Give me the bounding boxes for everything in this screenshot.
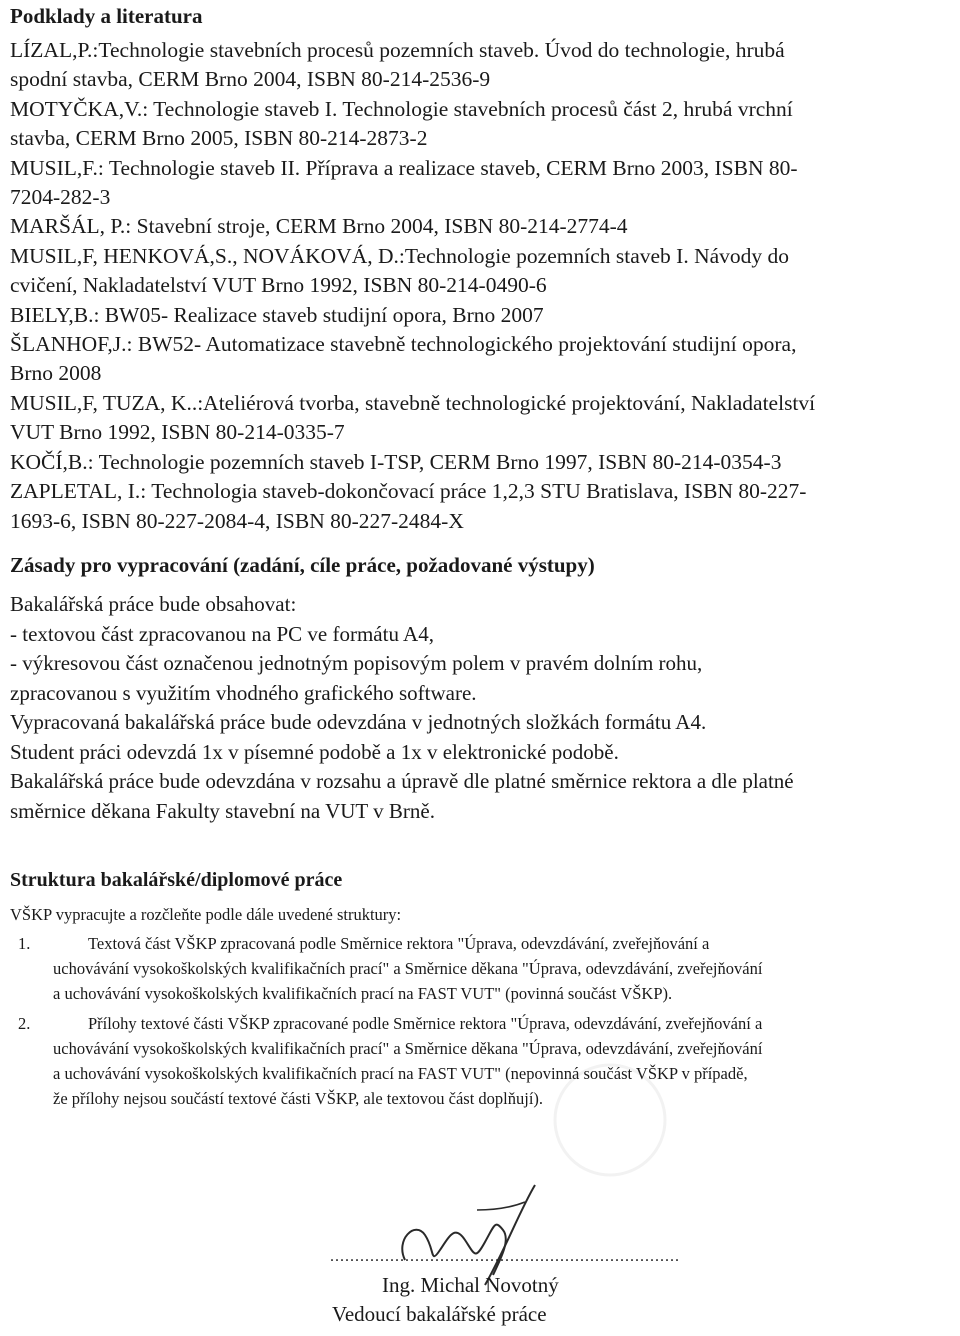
item-line: Textová část VŠKP zpracovaná podle Směrnice rektora "Úprava, odevzdávání, zveřejňování a — [88, 934, 710, 953]
literature-line: LÍZAL,P.:Technologie stavebních procesů pozemních staveb. Úvod do technologie, hrubá — [10, 38, 785, 62]
literature-line: Brno 2008 — [10, 361, 102, 386]
faint-stamp-mark — [500, 1060, 720, 1170]
literature-line: spodní stavba, CERM Brno 2004, ISBN 80-214-2536-9 — [10, 67, 491, 92]
structure-item-2 — [10, 1012, 955, 1112]
principles-line: Bakalářská práce bude odevzdána v rozsahu a úpravě dle platné směrnice rektora a dle platné — [10, 769, 794, 793]
literature-list — [10, 36, 955, 536]
literature-line: cvičení, Nakladatelství VUT Brno 1992, ISBN 80-214-0490-6 — [10, 273, 547, 298]
item-line: a uchovávání vysokoškolských kvalifikačních prací na FAST VUT" (povinná součást VŠKP). — [53, 984, 673, 1003]
structure-intro: VŠKP vypracujte a rozčleňte podle dále uvedené struktury: — [10, 905, 402, 924]
principles-line: Student práci odevzdá 1x v písemné podobě a 1x v elektronické podobě. — [10, 739, 619, 764]
signature-line: ...................................................................... — [330, 1248, 680, 1265]
item-number: 2. — [18, 1014, 31, 1033]
item-line: uchovávání vysokoškolských kvalifikačních prací" a Směrnice děkana "Úprava, odevzdávání, zveřejňování — [53, 959, 763, 978]
principles-heading: Zásady pro vypracování (zadání, cíle práce, požadované výstupy) — [10, 553, 595, 577]
principles-text — [10, 590, 955, 826]
principles-line: - výkresovou část označenou jednotným popisovým polem v pravém dolním rohu, — [10, 651, 703, 675]
literature-line: BIELY,B.: BW05- Realizace staveb studijní opora, Brno 2007 — [10, 302, 544, 327]
item-line: Přílohy textové části VŠKP zpracované podle Směrnice rektora "Úprava, odevzdávání, zveřejňování a — [88, 1014, 763, 1033]
structure-item-1 — [10, 932, 955, 1004]
principles-line: Bakalářská práce bude obsahovat: — [10, 592, 297, 616]
supervisor-name: Ing. Michal Novotný — [382, 1273, 559, 1297]
literature-line: 1693-6, ISBN 80-227-2084-4, ISBN 80-227-2484-X — [10, 508, 464, 533]
literature-line: KOČÍ,B.: Technologie pozemních staveb I-TSP, CERM Brno 1997, ISBN 80-214-0354-3 — [10, 449, 782, 474]
principles-line: zpracovanou s využitím vhodného grafického software. — [10, 680, 477, 705]
item-line: že přílohy nejsou součástí textové části VŠKP, ale textovou část doplňují). — [53, 1089, 544, 1108]
literature-line: MARŠÁL, P.: Stavební stroje, CERM Brno 2004, ISBN 80-214-2774-4 — [10, 214, 628, 239]
principles-line: - textovou část zpracovanou na PC ve formátu A4, — [10, 621, 434, 646]
literature-line: MOTYČKA,V.: Technologie staveb I. Technologie stavebních procesů část 2, hrubá vrchní — [10, 96, 793, 121]
item-line: uchovávání vysokoškolských kvalifikačních prací" a Směrnice děkana "Úprava, odevzdávání, zveřejňování — [53, 1039, 763, 1058]
principles-line: směrnice děkana Fakulty stavební na VUT v Brně. — [10, 798, 435, 823]
literature-line: ZAPLETAL, I.: Technologia staveb-dokončovací práce 1,2,3 STU Bratislava, ISBN 80-227- — [10, 479, 807, 504]
item-number: 1. — [18, 934, 31, 953]
item-line: a uchovávání vysokoškolských kvalifikačních prací na FAST VUT" (nepovinná součást VŠKP v případě, — [53, 1064, 748, 1083]
structure-heading: Struktura bakalářské/diplomové práce — [10, 869, 343, 891]
literature-line: MUSIL,F, HENKOVÁ,S., NOVÁKOVÁ, D.:Technologie pozemních staveb I. Návody do — [10, 243, 790, 268]
principles-line: Vypracovaná bakalářská práce bude odevzdána v jednotných složkách formátu A4. — [10, 710, 707, 734]
supervisor-role: Vedoucí bakalářské práce — [332, 1302, 547, 1326]
literature-line: stavba, CERM Brno 2005, ISBN 80-214-2873-2 — [10, 126, 428, 151]
literature-heading: Podklady a literatura — [10, 4, 203, 28]
literature-line: 7204-282-3 — [10, 185, 111, 210]
literature-line: MUSIL,F, TUZA, K..:Ateliérová tvorba, stavebně technologické projektování, Nakladatelství — [10, 390, 816, 415]
literature-line: VUT Brno 1992, ISBN 80-214-0335-7 — [10, 420, 345, 445]
literature-line: MUSIL,F.: Technologie staveb II. Příprava a realizace staveb, CERM Brno 2003, ISBN 80- — [10, 155, 798, 180]
signature-block — [330, 1180, 680, 1330]
literature-line: ŠLANHOF,J.: BW52- Automatizace stavebně technologického projektování studijní opora, — [10, 332, 797, 357]
